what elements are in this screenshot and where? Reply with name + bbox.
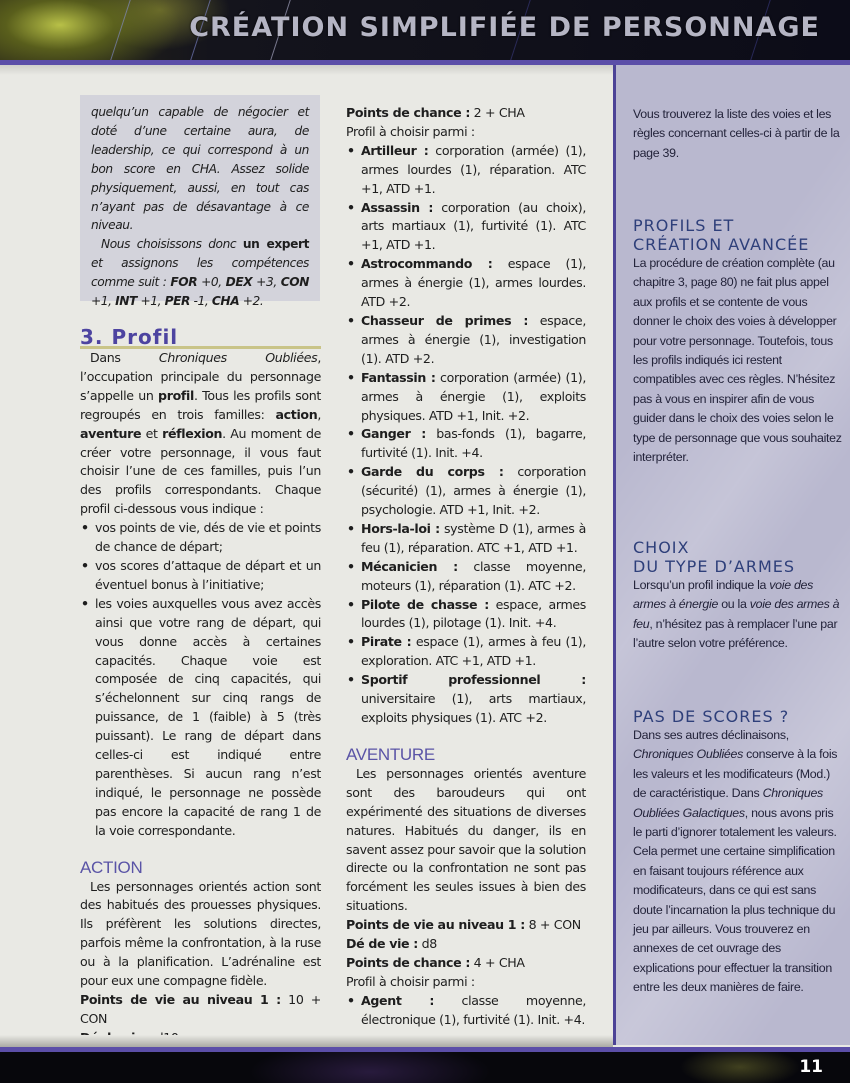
profile-item: • Assassin : corporation (au choix), arts martiaux (1), furtivité (1). ATC +1, ATD +1. bbox=[346, 199, 586, 256]
profile-item: • Ganger : bas-fonds (1), bagarre, furtivité (1). Init. +4. bbox=[346, 425, 586, 463]
example-text: quelqu’un capable de négocier et doté d’une certaine aura, de leadership, ce qui correspond à un bon score en CHA. Assez solide physiquement, aussi, en tout cas n’ayant pas de désavantage à ce niveau. bbox=[91, 105, 309, 233]
sidebar-box-text: Dans ses autres déclinaisons, Chroniques Oubliées conserve à la fois les valeurs et les modificateurs (Mod.) de caractéristique. Dans Chroniques Oubliées Galactiques, nous avons pris le parti d’ignorer totalement les valeurs. Cela permet une certaine simplification en faisant toujours référence aux modificateurs, dans ce qui est sans doute l’incarnation la plus technique du jeu par ailleurs. Vous trouverez en annexes de cet ouvrage des explications pour effectuer la transition entre les deux manières de faire. bbox=[633, 728, 838, 995]
aventure-choose-label: Profil à choisir parmi : bbox=[346, 973, 475, 989]
profile-item: • Garde du corps : corporation (sécurité) (1), armes à énergie (1), psychologie. ATD +1, Init. +2. bbox=[346, 463, 586, 520]
example-choice: Nous choisissons donc un expert et assignons les compétences comme suit : FOR +0, DEX +3, CON +1, INT +1, PER -1, CHA +2. bbox=[91, 237, 310, 309]
example-choice-bold: un expert bbox=[242, 237, 310, 252]
chapter-title: CRÉATION SIMPLIFIÉE DE PERSONNAGE bbox=[189, 12, 820, 43]
sidebar-box-armes bbox=[633, 538, 843, 654]
stat-name: INT bbox=[115, 294, 137, 309]
stat-value: +1 bbox=[140, 294, 158, 309]
sidebar-box-text: La procédure de création complète (au chapitre 3, page 80) ne fait plus appel aux profils et se contente de vous donner le choix des voies à développer pour votre personnage. Toutefois, tous les profils indiqués ici restent compatibles avec ces règles. N’hésitez pas à vous en inspirer afin de vous guider dans le choix des voies selon le type de personnage que vous souhaitez interpréter. bbox=[633, 256, 842, 465]
sidebar-box-scores bbox=[633, 707, 843, 998]
aventure-hit-die: Dé de vie : d8 bbox=[346, 936, 437, 952]
profil-bullets bbox=[80, 519, 321, 840]
profile-item: • Fantassin : corporation (armée) (1), armes à énergie (1), exploits physiques. ATD +1, Init. +2. bbox=[346, 369, 586, 426]
list-item: • vos points de vie, dés de vie et points de chance de départ; bbox=[80, 519, 321, 557]
sidebar-box-title: PROFILS ET CRÉATION AVANCÉE bbox=[633, 216, 810, 254]
list-item: • les voies auxquelles vous avez accès ainsi que votre rang de départ, qui vous donne accès à certaines capacités. Chaque voie est composée de cinq capacités, qui s’échelonnent sur cinq rangs de puissance, de 1 (faible) à 5 (très puissant). Le rang de départ dans celles-ci est indiqué entre parenthèses. Si aucun rang n’est indiqué, le personnage ne possède pas encore la capacité de rang 1 de la voie correspondante. bbox=[80, 595, 321, 841]
aventure-luck-points: Points de chance : 4 + CHA bbox=[346, 954, 525, 970]
action-text: Les personnages orientés action sont des habitués des prouesses physiques. Ils préfèrent les solutions directes, parfois même la confrontation, à la ruse ou à la planification. L’adrénaline est pour eux une compagne fidèle. bbox=[80, 878, 321, 989]
example-box bbox=[80, 95, 320, 309]
aventure-text: Les personnages orientés aventure sont des baroudeurs qui ont expérimenté des situations de diverses natures. Habitués du danger, ils en savent assez pour savoir que la solution directe ou la confrontation ne sont pas forcément les seules issues à bien des situations. bbox=[346, 765, 586, 914]
profile-item: • Agent : classe moyenne, électronique (1), furtivité (1). Init. +4. bbox=[346, 992, 586, 1030]
stat-name: CHA bbox=[211, 294, 240, 309]
page-number: 11 bbox=[799, 1057, 823, 1077]
header-banner bbox=[0, 0, 850, 60]
profil-intro: Dans Chroniques Oubliées, l’occupation principale du personnage s’appelle un profil. Tous les profils sont regroupés en trois familles: action, aventure et réflexion. Au moment de créer votre personnage, il vous faut choisir l’une de ces familles, puis l’un des profils correspondants. Chaque profil ci-dessous vous indique : bbox=[80, 350, 321, 517]
decorative-streak bbox=[108, 0, 134, 60]
sidebar-box-title: CHOIX DU TYPE D’ARMES bbox=[633, 538, 796, 576]
action-profile-list bbox=[346, 142, 586, 728]
aventure-profile-list bbox=[346, 992, 586, 1030]
profile-item: • Chasseur de primes : espace, armes à énergie (1), investigation (1). ATD +2. bbox=[346, 312, 586, 369]
profile-item: • Hors-la-loi : système D (1), armes à feu (1), réparation. ATC +1, ATD +1. bbox=[346, 520, 586, 558]
subheading-aventure: AVENTURE bbox=[346, 744, 435, 764]
header-shadow bbox=[0, 65, 615, 75]
subheading-action: ACTION bbox=[80, 857, 143, 877]
column-2 bbox=[346, 104, 586, 1030]
stat-value: +3 bbox=[256, 275, 274, 290]
stat-value: +2 bbox=[242, 294, 260, 309]
footer-shadow bbox=[0, 1035, 613, 1047]
profile-item: • Sportif professionnel : universitaire (1), arts martiaux, exploits physiques (1). ATC +2. bbox=[346, 671, 586, 728]
profile-item: • Pirate : espace (1), armes à feu (1), exploration. ATC +1, ATD +1. bbox=[346, 633, 586, 671]
profile-item: • Mécanicien : classe moyenne, moteurs (1), réparation (1). ATC +2. bbox=[346, 558, 586, 596]
section-heading-profil: 3. Profil bbox=[80, 327, 321, 349]
footer-banner bbox=[0, 1052, 850, 1083]
sidebar-box-profils bbox=[633, 216, 843, 467]
action-choose-label: Profil à choisir parmi : bbox=[346, 123, 475, 139]
stat-value: +0 bbox=[201, 275, 219, 290]
stat-name: DEX bbox=[225, 275, 253, 290]
sidebar-box-text: Lorsqu’un profil indique la voie des armes à énergie ou la voie des armes à feu, n’hésitez pas à remplacer l’une par l’autre selon votre préférence. bbox=[633, 578, 840, 651]
sidebar bbox=[613, 65, 850, 1045]
stat-name: CON bbox=[280, 275, 309, 290]
list-item: • vos scores d’attaque de départ et un éventuel bonus à l’initiative; bbox=[80, 557, 321, 595]
column-1 bbox=[80, 349, 321, 1048]
stat-value: -1 bbox=[193, 294, 205, 309]
stat-name: FOR bbox=[170, 275, 198, 290]
sidebar-box-title: PAS DE SCORES ? bbox=[633, 707, 790, 726]
game-title: Chroniques Oubliées bbox=[158, 350, 318, 365]
profile-item: • Pilote de chasse : espace, armes lourdes (1), pilotage (1). Init. +4. bbox=[346, 596, 586, 634]
action-luck-points: Points de chance : 2 + CHA bbox=[346, 105, 525, 120]
profile-item: • Astrocommando : espace (1), armes à énergie (1), armes lourdes. ATD +2. bbox=[346, 255, 586, 312]
stat-value: +1 bbox=[91, 294, 109, 309]
action-hp: Points de vie au niveau 1 : 10 + CON bbox=[80, 992, 322, 1026]
sidebar-intro: Vous trouverez la liste des voies et les règles concernant celles-ci à partir de la page 39. bbox=[633, 107, 840, 160]
stat-name: PER bbox=[164, 294, 191, 309]
profile-item: • Artilleur : corporation (armée) (1), armes lourdes (1), réparation. ATC +1, ATD +1. bbox=[346, 142, 586, 199]
aventure-hp: Points de vie au niveau 1 : 8 + CON bbox=[346, 917, 581, 933]
